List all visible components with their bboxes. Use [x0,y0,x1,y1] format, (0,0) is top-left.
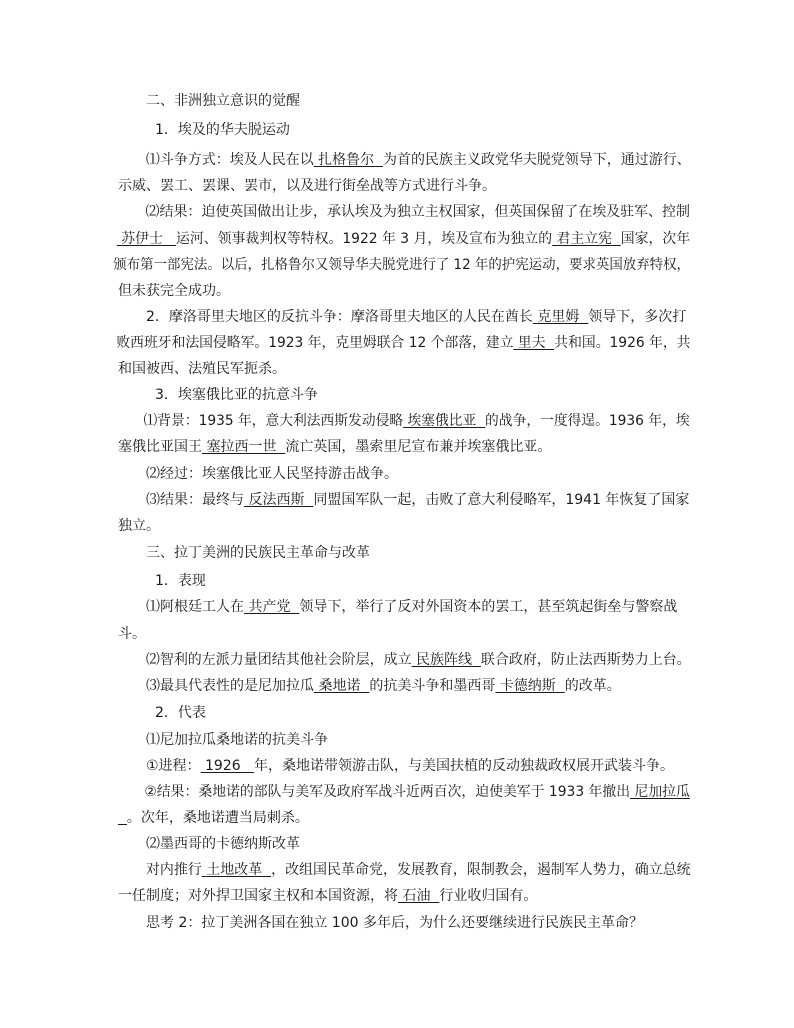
blank-answer: 克里姆 [537,309,580,325]
section-heading-latin-america: 三、拉丁美洲的民族民主革命与改革 [146,545,370,561]
nicaragua-result-line-2: 。次年，桑地诺遭当局刺杀。 [0,808,309,828]
morocco-line-1: 2．摩洛哥里夫地区的反抗斗争：摩洛哥里夫地区的人民在酋长 克里姆 领导下，多次打 [146,309,687,325]
blank-answer: 扎格鲁尔 [318,152,375,168]
blank-answer: 桑地诺 [318,678,361,694]
ethiopia-result-line-2: 独立。 [118,518,160,534]
egypt-result-line-3: 颁布第一部宪法。以后，扎格鲁尔又领导华夫脱党进行了 12 年的护宪运动，要求英国放弃特权， [113,257,690,273]
egypt-result-line-4: 但未获完全成功。 [118,283,230,299]
ethiopia-background-line-1: ⑴背景：1935 年，意大利法西斯发动侵略 埃塞俄比亚 的战争，一度得逞。1936 年，埃 [143,413,690,429]
ethiopia-process-line: ⑵经过：埃塞俄比亚人民坚持游击战争。 [146,466,398,482]
mexico-heading: ⑵墨西哥的卡德纳斯改革 [146,836,300,852]
blank-answer: 1926 [205,758,241,774]
blank-answer: 里夫 [517,335,546,351]
ethiopia-background-line-2: 塞俄比亚国王 塞拉西一世 流亡英国，墨索里尼宣布兼并埃塞俄比亚。 [118,439,552,455]
nicaragua-process-line: ①进程： 1926 年，桑地诺带领游击队，与美国扶植的反动独裁政权展开武装斗争。 [146,758,675,774]
egypt-method-line-2: 示威、罢工、罢课、罢市，以及进行街垒战等方式进行斗争。 [118,178,496,194]
subheading-representative: 2．代表 [155,705,206,721]
blank-answer: 土地改革 [206,862,263,878]
blank-answer: 石油 [402,888,431,904]
section-heading-africa: 二、非洲独立意识的觉醒 [146,93,300,109]
blank-answer: 君主立宪 [556,231,612,247]
egypt-method-line-1: ⑴斗争方式：埃及人民在以 扎格鲁尔 为首的民族主义政党华夫脱党领导下，通过游行、 [145,152,691,168]
subheading-manifestation: 1．表现 [155,573,206,589]
blank-answer: 尼加拉瓜 [634,784,690,800]
blank-answer: 塞拉西一世 [206,439,277,455]
blank-answer: 共产党 [248,599,291,615]
blank-answer: 卡德纳斯 [499,678,556,694]
blank-answer: 埃塞俄比亚 [407,413,477,429]
morocco-line-3: 和国被西、法殖民军扼杀。 [118,361,286,377]
egypt-result-line-1: ⑵结果：迫使英国做出让步，承认埃及为独立主权国家，但英国保留了在埃及驻军、控制 [145,204,690,220]
subheading-egypt: 1．埃及的华夫脱运动 [155,122,290,138]
argentina-line-1: ⑴阿根廷工人在 共产党 领导下，举行了反对外国资本的罢工，甚至筑起街垒与警察战 [146,599,678,615]
nicaragua-heading: ⑴尼加拉瓜桑地诺的抗美斗争 [146,732,328,748]
blank-answer: 民族阵线 [416,652,472,668]
blank-answer: 苏伊士 [121,231,163,247]
ethiopia-result-line-1: ⑶结果：最终与 反法西斯 同盟国军队一起，击败了意大利侵略军，1941 年恢复了国家 [146,492,690,508]
subheading-ethiopia: 3．埃塞俄比亚的抗意斗争 [155,387,318,403]
mexico-line-2: 一任制度；对外捍卫国家主权和本国资源，将 石油 行业收归国有。 [118,888,538,904]
egypt-result-line-2: 苏伊士 运河、领事裁判权等特权。1922 年 3 月，埃及宣布为独立的 君主立宪 国家，次年 [0,229,690,249]
blank-answer-tail [118,810,127,826]
representative-line: ⑶最具代表性的是尼加拉瓜 桑地诺 的抗美斗争和墨西哥 卡德纳斯 的改革。 [146,678,621,694]
think-question-2: 思考 2：拉丁美洲各国在独立 100 多年后，为什么还要继续进行民族民主革命？ [146,915,643,931]
blank-answer: 反法西斯 [248,492,305,508]
morocco-line-2: 败西班牙和法国侵略军。1923 年，克里姆联合 12 个部落，建立 里夫 共和国。1926 年，共 [116,335,691,351]
chile-line: ⑵智利的左派力量团结其他社会阶层，成立 民族阵线 联合政府，防止法西斯势力上台。 [145,652,691,668]
mexico-line-1: 对内推行 土地改革 ，改组国民革命党，发展教育，限制教会，遏制军人势力，确立总统 [145,862,691,878]
nicaragua-result-line-1: ②结果：桑地诺的部队与美军及政府军战斗近两百次，迫使美军于 1933 年撤出 尼加拉瓜 [144,784,690,800]
argentina-line-2: 斗。 [118,626,146,642]
